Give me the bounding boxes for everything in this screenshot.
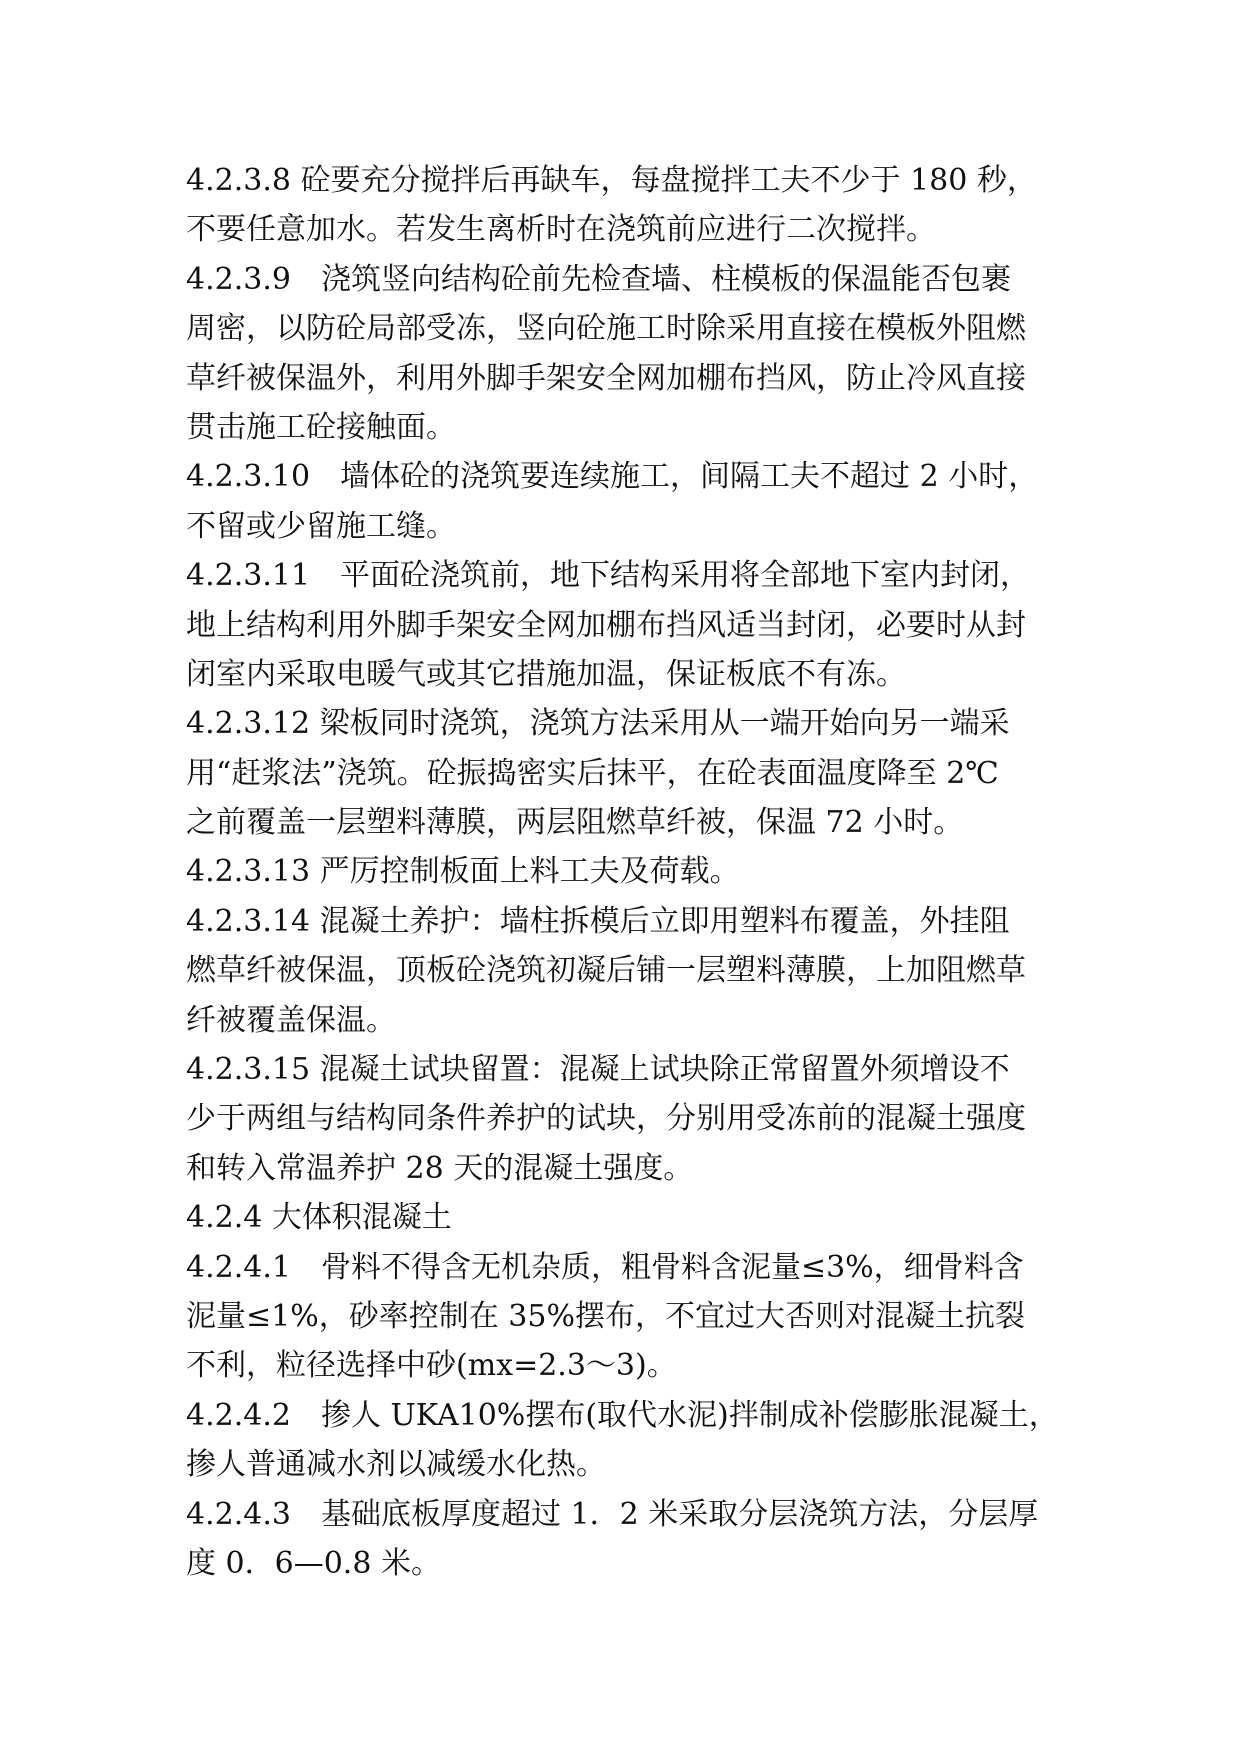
text-line: 周密，以防砼局部受冻，竖向砼施工时除采用直接在模板外阻燃 (186, 311, 1026, 347)
text-line: 度 0．6—0.8 米。 (186, 1545, 441, 1581)
text-line: 不利，粒径选择中砂(mx=2.3～3)。 (186, 1348, 677, 1384)
text-line: 掺人普通减水剂以减缓水化热。 (186, 1447, 606, 1483)
text-line: 和转入常温养护 28 天的混凝土强度。 (186, 1150, 694, 1186)
text-line: 用“赶浆法”浇筑。砼振捣密实后抹平，在砼表面温度降至 2℃ (186, 755, 999, 791)
text-line: 4.2.3.13 严厉控制板面上料工夫及荷载。 (186, 854, 740, 890)
text-line: 4.2.3.8 砼要充分搅拌后再缺车，每盘搅拌工夫不少于 180 秒， (186, 163, 1037, 198)
text-line: 4.2.4.1 骨料不得含无机杂质，粗骨料含泥量≤3%，细骨料含 (186, 1249, 1024, 1285)
text-line: 4.2.3.10 墙体砼的浇筑要连续施工，间隔工夫不超过 2 小时， (186, 459, 1039, 495)
text-line: 地上结构利用外脚手架安全网加棚布挡风适当封闭，必要时从封 (186, 607, 1026, 643)
section-heading: 4.2.4 大体积混凝土 (186, 1200, 452, 1236)
text-line: 泥量≤1%，砂率控制在 35%摆布，不宜过大否则对混凝土抗裂 (186, 1298, 1025, 1334)
text-line: 不要任意加水。若发生离析时在浇筑前应进行二次搅拌。 (186, 212, 936, 248)
text-line: 4.2.3.12 梁板同时浇筑，浇筑方法采用从一端开始向另一端采 (186, 706, 1010, 742)
text-line: 4.2.3.11 平面砼浇筑前，地下结构采用将全部地下室内封闭， (186, 558, 1031, 594)
text-line: 闭室内采取电暖气或其它措施加温，保证板底不有冻。 (186, 656, 906, 692)
text-line: 4.2.4.3 基础底板厚度超过 1．2 米采取分层浇筑方法，分层厚 (186, 1496, 1039, 1532)
text-line: 少于两组与结构同条件养护的试块，分别用受冻前的混凝土强度 (186, 1101, 1026, 1137)
text-line: 4.2.3.15 混凝土试块留置：混凝上试块除正常留置外须增设不 (186, 1052, 1010, 1088)
text-line: 之前覆盖一层塑料薄膜，两层阻燃草纤被，保温 72 小时。 (186, 805, 964, 841)
text-line: 燃草纤被保温，顶板砼浇筑初凝后铺一层塑料薄膜，上加阻燃草 (186, 953, 1026, 989)
text-line: 4.2.3.14 混凝土养护：墙柱拆模后立即用塑料布覆盖，外挂阻 (186, 903, 1010, 939)
text-line: 不留或少留施工缝。 (186, 508, 456, 544)
text-line: 4.2.4.2 掺人 UKA10%摆布(取代水泥)拌制成补偿膨胀混凝土， (186, 1397, 1059, 1433)
text-line: 4.2.3.9 浇筑竖向结构砼前先检查墙、柱模板的保温能否包裹 (186, 261, 1011, 297)
text-line: 贯击施工砼接触面。 (186, 409, 456, 445)
text-line: 草纤被保温外，利用外脚手架安全网加棚布挡风，防止冷风直接 (186, 360, 1026, 396)
document-body (186, 156, 1066, 1588)
text-line: 纤被覆盖保温。 (186, 1002, 396, 1038)
